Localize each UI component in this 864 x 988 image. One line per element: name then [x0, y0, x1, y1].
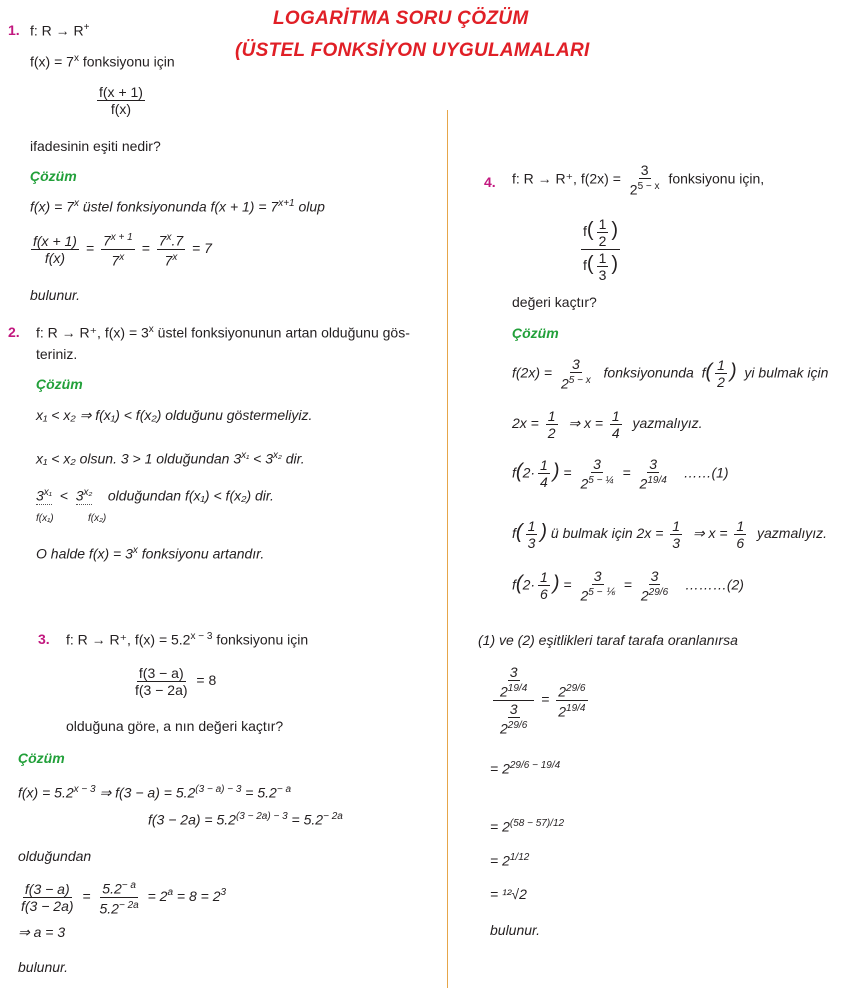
q3-statement: f: R → R⁺, $f(x) = 5.2^{x - 3}$ fonksiyonu için: [66, 631, 309, 648]
q4-step-6: = $2^{1/12}$: [490, 852, 530, 869]
q4-step-2: 2x = $\frac{1}{2}$ ⇒ x = $\frac{1}{4}$ yazmalıyız.: [512, 408, 703, 441]
q1-function: $f(x) = 7^x$ fonksiyonu için: [30, 53, 175, 70]
q4-statement: f: R → R⁺, f(2x) = $\frac{3}{2^{5 - x}}$ fonksiyonu için,: [512, 162, 765, 198]
q2-step-2: x₁ < x₂ olsun. 3 > 1 olduğundan $3^{x_1} < 3^{x_2}$ dir.: [36, 450, 305, 467]
q4-equation-1: f(2· $\frac{1}{4}$ ) = $\frac{3}{2^{5 - \frac{1}{4}}}$ = $\frac{3}{2^{19/4}}$ ……(1): [512, 456, 729, 492]
q3-step-2: $f(3 - 2a) = 5.2^{(3 - 2a) - 3} = 5.2^{- 2a}$: [148, 811, 343, 828]
q1-solution-step-2: $\frac{f(x + 1)}{f(x)}$ = $\frac{7^{x + 1}}{7^x}$ = $\frac{7^x.7}{7^x}$ = 7: [33, 232, 212, 269]
q4-step-1: f(2x) = $\frac{3}{2^{5 - x}}$ fonksiyonunda f( $\frac{1}{2}$ ) yi bulmak için: [512, 356, 829, 392]
column-divider: [447, 110, 448, 988]
question-2-number: 2.: [8, 324, 20, 340]
q4-question: değeri kaçtır?: [512, 294, 597, 310]
q3-question: olduğuna göre, a nın değeri kaçtır?: [66, 718, 284, 734]
q2-statement: f: R → R⁺, $f(x) = 3^x$ üstel fonksiyonunun artan olduğunu gös-: [36, 324, 410, 341]
q3-step-3: $\frac{f(3 - a)}{f(3 - 2a)}$ = $\frac{5.2^{- a}}{5.2^{- 2a}}$ = $2^a = 8 = 2^3$: [21, 880, 227, 917]
q2-solution-label: Çözüm: [36, 376, 83, 392]
q2-step-3: $3^{x_1} < 3^{x_2}$ olduğundan f(x₁) < f(x₂) dir.: [36, 487, 274, 504]
title-line-1: LOGARİTMA SORU ÇÖZÜM: [273, 8, 529, 29]
q1-expression: $\frac{f(x + 1)}{f(x)}$: [99, 84, 143, 117]
q1-question: ifadesinin eşiti nedir?: [30, 138, 161, 154]
q2-underbrace-1: f(x₁): [36, 513, 54, 524]
q2-step-1: x₁ < x₂ ⇒ f(x₁) < f(x₂) olduğunu göstermeliyiz.: [36, 407, 313, 423]
q4-equation-2: f(2· $\frac{1}{6}$ ) = $\frac{3}{2^{5 - \frac{1}{6}}}$ = $\frac{3}{2^{29/6}}$ ………(2): [512, 568, 744, 604]
q4-step-3: f( $\frac{1}{3}$ ) ü bulmak için 2x = $\frac{1}{3}$ ⇒ x = $\frac{1}{6}$ yazmalıyız.: [512, 518, 828, 551]
q4-solution-label: Çözüm: [512, 325, 559, 341]
q3-found: bulunur.: [18, 959, 69, 975]
q4-ratio-expression: $\frac{\frac{3}{2^{19/4}}}{\frac{3}{2^{29/6}}}$ = $\frac{2^{29/6}}{2^{19/4}}$: [490, 664, 591, 736]
q3-condition: $\frac{f(3 - a)}{f(3 - 2a)}$ = 8: [135, 665, 217, 698]
q3-solution-label: Çözüm: [18, 750, 65, 766]
q3-result: ⇒ a = 3: [18, 924, 66, 940]
question-4-number: 4.: [484, 174, 496, 190]
q4-step-4: = $2^{29/6 - 19/4}$: [490, 760, 561, 777]
q1-solution-label: Çözüm: [30, 168, 77, 184]
title-line-2: (ÜSTEL FONKSİYON UYGULAMALARI: [235, 40, 590, 61]
question-1-number: 1.: [8, 22, 20, 38]
q3-step-1: $f(x) = 5.2^{x - 3}$ ⇒ $f(3 - a) = 5.2^{(3 - a) - 3} = 5.2^{- a}$: [18, 784, 292, 801]
q4-final: = ¹²√2: [490, 886, 527, 902]
q4-expression: f( $\frac{1}{2}$ ) f( $\frac{1}{3}$ ): [583, 216, 619, 283]
question-3-number: 3.: [38, 631, 50, 647]
q2-underbrace-2: f(x₂): [88, 513, 107, 524]
q1-domain: f: R → R+: [30, 22, 90, 39]
q4-ratio-text: (1) ve (2) eşitlikleri taraf tarafa oranlanırsa: [478, 632, 738, 648]
q2-statement-cont: teriniz.: [36, 346, 78, 362]
q4-step-5: = $2^{(58 - 57)/12}$: [490, 818, 565, 835]
q2-conclusion: O halde $f(x) = 3^x$ fonksiyonu artandır.: [36, 545, 265, 562]
q4-found: bulunur.: [490, 922, 541, 938]
q3-since: olduğundan: [18, 848, 92, 864]
q1-found: bulunur.: [30, 287, 81, 303]
q1-solution-step-1: $f(x) = 7^x$ üstel fonksiyonunda $f(x + 1) = 7^{x+1}$ olup: [30, 198, 325, 215]
